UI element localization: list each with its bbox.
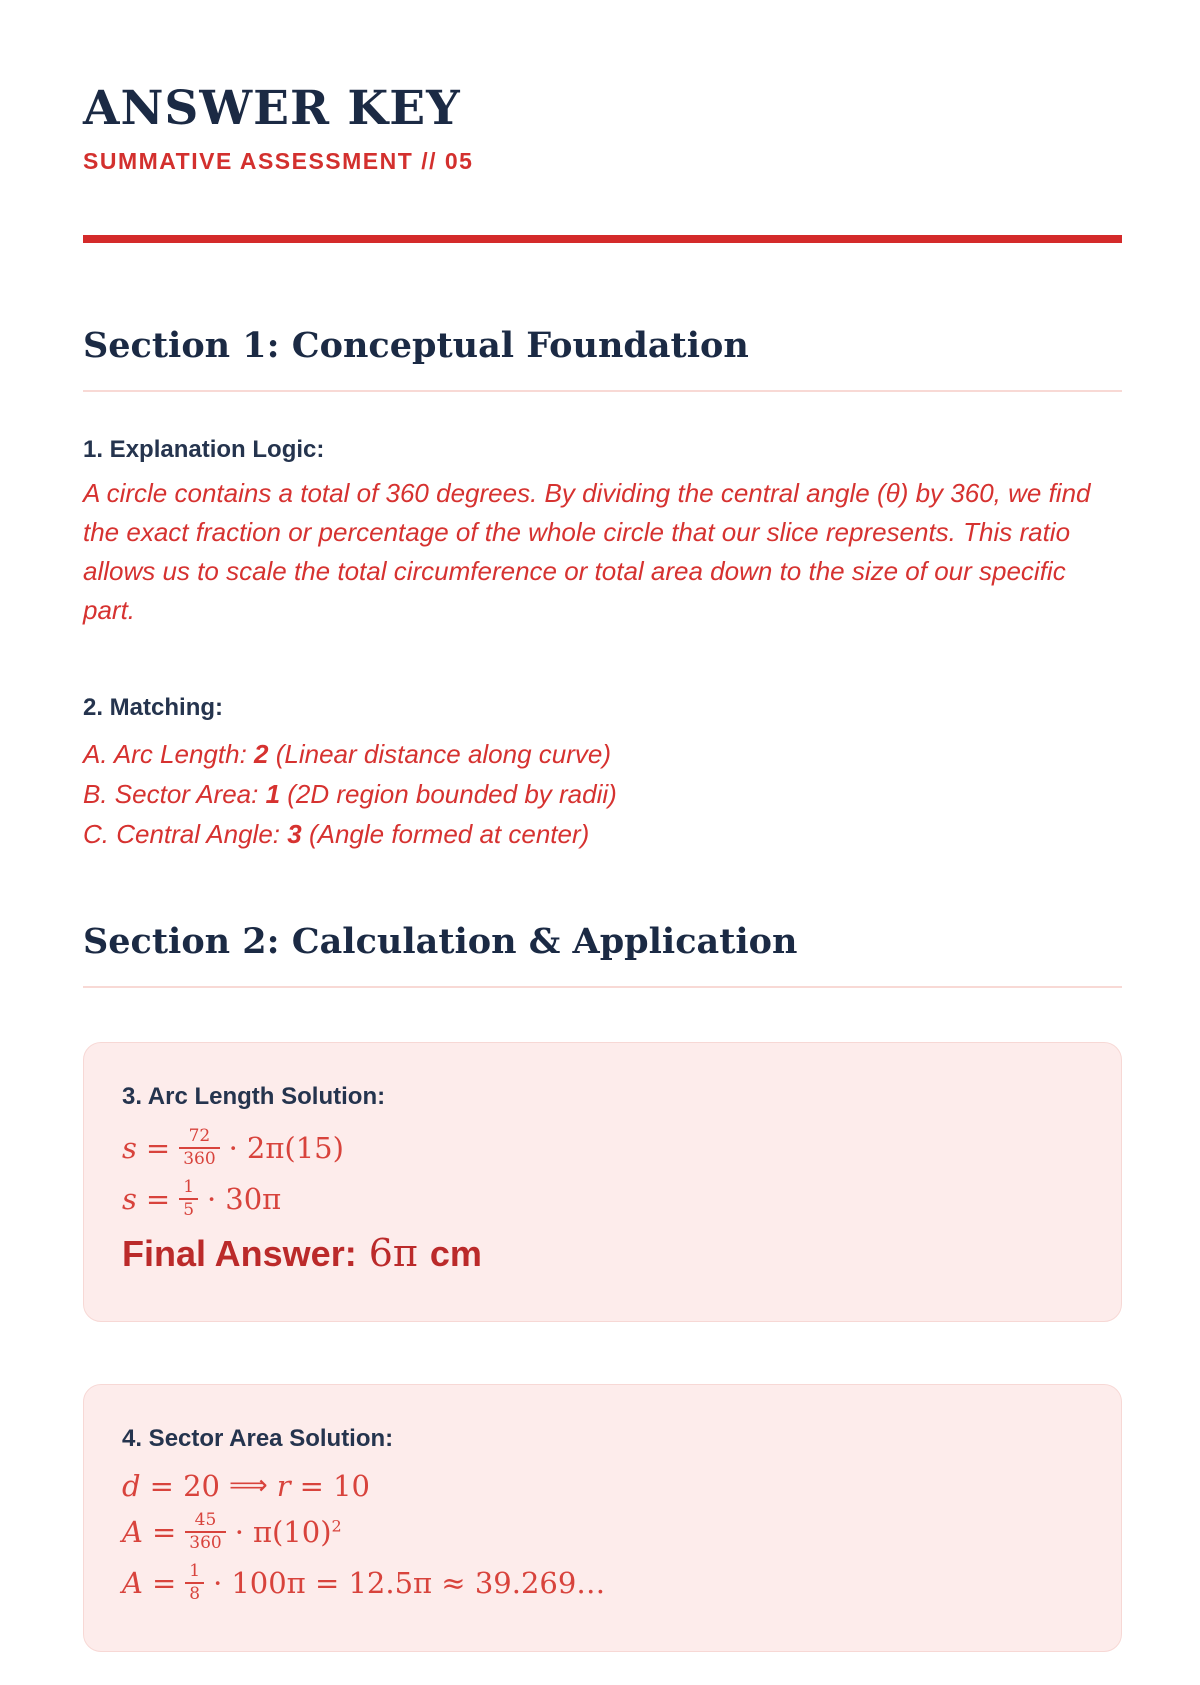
section-conceptual-foundation [83, 325, 1122, 854]
arc-length-solution-card [83, 1042, 1122, 1322]
arc-length-step-2 [122, 1178, 1081, 1221]
math-expression-text: 30π [225, 1182, 282, 1217]
math-equals: = [151, 1566, 177, 1601]
matching-item-a-term: A. Arc Length: [83, 738, 255, 769]
math-exponent: 2 [331, 1516, 342, 1536]
section-2-heading: Section 2: Calculation & Application [83, 924, 1122, 988]
math-equals: = [145, 1182, 171, 1217]
fraction-denominator: 8 [185, 1582, 204, 1605]
implies-arrow-icon: ⟹ [229, 1470, 268, 1502]
answer-key-document [0, 81, 1200, 1652]
fraction-numerator: 1 [183, 1176, 195, 1197]
math-fraction [179, 1178, 198, 1221]
arc-length-step-1 [122, 1127, 1081, 1170]
matching-item-c-answer: 3 [287, 818, 302, 849]
math-variable: s [122, 1182, 137, 1217]
question-1-label: 1. Explanation Logic: [83, 435, 325, 463]
sector-area-step-3 [122, 1562, 1081, 1605]
math-expression [225, 1182, 281, 1216]
math-equals: = 20 [149, 1468, 220, 1503]
math-fraction [179, 1127, 219, 1170]
math-fraction [185, 1562, 204, 1605]
sector-area-step-2 [122, 1511, 1081, 1554]
final-answer-line [122, 1231, 1081, 1275]
math-fraction [185, 1511, 225, 1554]
question-1-block [83, 436, 1122, 630]
sector-area-step-1 [122, 1469, 1081, 1503]
math-multiply-dot: · [207, 1182, 217, 1217]
matching-item-b-definition: (2D region bounded by radii) [280, 778, 617, 809]
matching-item-c-term: C. Central Angle: [83, 818, 288, 849]
fraction-numerator: 45 [194, 1509, 217, 1530]
matching-item-a-answer: 2 [254, 738, 269, 769]
page-title: ANSWER KEY [83, 81, 461, 136]
matching-item-b [83, 774, 1122, 814]
math-expression [231, 1566, 605, 1600]
math-expression [253, 1515, 342, 1549]
math-equals: = 10 [299, 1468, 371, 1503]
page-subtitle: SUMMATIVE ASSESSMENT // 05 [83, 148, 474, 174]
math-multiply-dot: · [234, 1515, 244, 1550]
header-divider [83, 235, 1122, 243]
final-answer-label: Final Answer: [122, 1232, 357, 1274]
math-multiply-dot: · [213, 1566, 223, 1601]
math-variable: s [122, 1131, 137, 1166]
math-expression-text: π(10) [252, 1515, 332, 1550]
matching-item-b-answer: 1 [265, 778, 281, 809]
question-4-label: 4. Sector Area Solution: [122, 1424, 394, 1452]
question-1-answer: A circle contains a total of 360 degrees. By dividing the central angle (θ) by 360, we find the exact fraction or percentage of the whole circle that our slice represents. This ratio allows us to scale the total circumference or total area down to the size of our specific part. [83, 477, 1091, 625]
matching-answer-list [83, 734, 1122, 854]
math-expression-text: 2π(15) [246, 1131, 344, 1166]
matching-item-a [83, 734, 1122, 774]
matching-item-a-definition: (Linear distance along curve) [268, 738, 612, 769]
section-1-heading: Section 1: Conceptual Foundation [83, 328, 1122, 392]
sector-area-solution-card [83, 1384, 1122, 1652]
matching-item-c [83, 814, 1122, 854]
final-answer-value: 6π [368, 1230, 418, 1275]
math-equals: = [145, 1131, 171, 1166]
fraction-denominator: 360 [179, 1147, 219, 1170]
math-variable: r [276, 1468, 291, 1503]
matching-item-c-definition: (Angle formed at center) [301, 818, 590, 849]
math-variable: A [122, 1566, 143, 1601]
math-variable: d [122, 1468, 141, 1503]
section-calculation-application [83, 920, 1122, 1652]
math-expression [247, 1131, 344, 1165]
final-answer-unit: cm [429, 1232, 482, 1274]
question-3-label: 3. Arc Length Solution: [122, 1082, 386, 1110]
document-header [83, 81, 1122, 243]
math-expression-text: 100π = 12.5π ≈ 39.269… [231, 1566, 606, 1601]
question-2-label: 2. Matching: [83, 693, 224, 721]
math-multiply-dot: · [228, 1131, 238, 1166]
fraction-denominator: 360 [185, 1531, 225, 1554]
math-variable: A [122, 1515, 143, 1550]
fraction-numerator: 1 [189, 1560, 201, 1581]
math-equals: = [151, 1515, 177, 1550]
fraction-denominator: 5 [179, 1198, 198, 1221]
matching-item-b-term: B. Sector Area: [83, 778, 266, 809]
fraction-numerator: 72 [188, 1125, 211, 1146]
question-2-block [83, 694, 1122, 854]
